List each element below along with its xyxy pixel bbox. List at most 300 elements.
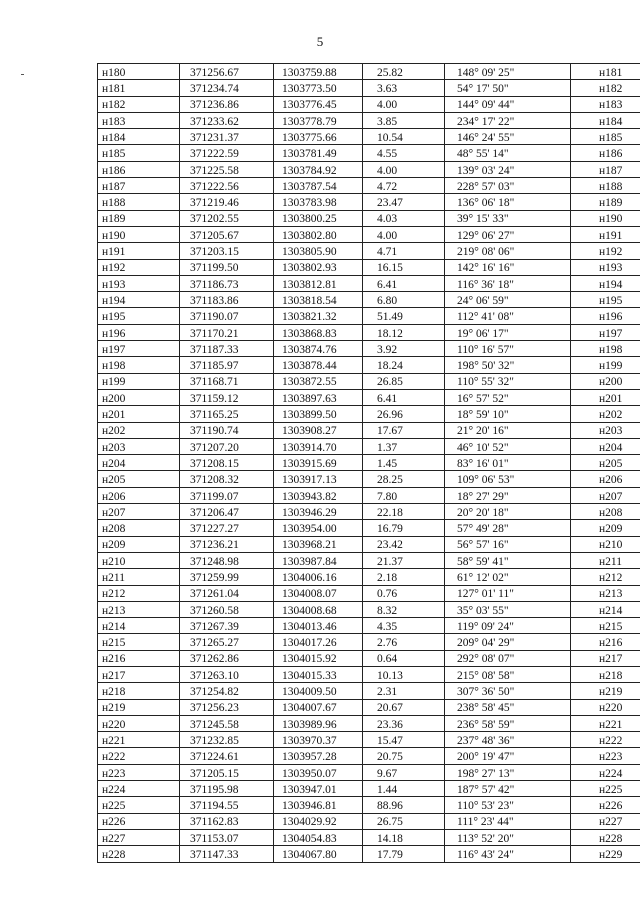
point-from-cell: н223 [98, 764, 180, 780]
direction-angle-cell: 187° 57' 42" [445, 781, 571, 797]
point-from-cell: н187 [98, 178, 180, 194]
point-to-cell: н207 [571, 487, 640, 503]
point-to-cell: н202 [571, 406, 640, 422]
table-row [98, 389, 640, 405]
x-coordinate-cell: 371147.33 [180, 846, 274, 862]
x-coordinate-cell: 371208.15 [180, 455, 274, 471]
table-row [98, 324, 640, 340]
y-coordinate-cell: 1303899.50 [274, 406, 363, 422]
point-from-cell: н184 [98, 129, 180, 145]
direction-angle-cell: 234° 17' 22" [445, 112, 571, 128]
point-to-cell: н211 [571, 552, 640, 568]
y-coordinate-cell: 1303783.98 [274, 194, 363, 210]
direction-angle-cell: 21° 20' 16" [445, 422, 571, 438]
point-from-cell: н185 [98, 145, 180, 161]
y-coordinate-cell: 1303818.54 [274, 292, 363, 308]
point-from-cell: н194 [98, 292, 180, 308]
x-coordinate-cell: 371183.86 [180, 292, 274, 308]
point-from-cell: н226 [98, 813, 180, 829]
segment-length-cell: 4.71 [363, 243, 445, 259]
page-number: 5 [316, 34, 324, 49]
point-to-cell: н206 [571, 471, 640, 487]
table-row [98, 145, 640, 161]
direction-angle-cell: 18° 59' 10" [445, 406, 571, 422]
direction-angle-cell: 35° 03' 55" [445, 601, 571, 617]
y-coordinate-cell: 1303989.96 [274, 715, 363, 731]
direction-angle-cell: 58° 59' 41" [445, 552, 571, 568]
point-to-cell: н196 [571, 308, 640, 324]
segment-length-cell: 1.37 [363, 438, 445, 454]
y-coordinate-cell: 1303874.76 [274, 341, 363, 357]
table-row [98, 813, 640, 829]
y-coordinate-cell: 1303821.32 [274, 308, 363, 324]
x-coordinate-cell: 371190.74 [180, 422, 274, 438]
table-row [98, 715, 640, 731]
x-coordinate-cell: 371232.85 [180, 732, 274, 748]
point-to-cell: н225 [571, 781, 640, 797]
table-row [98, 471, 640, 487]
segment-length-cell: 23.36 [363, 715, 445, 731]
table-row [98, 438, 640, 454]
point-from-cell: н213 [98, 601, 180, 617]
direction-angle-cell: 16° 57' 52" [445, 389, 571, 405]
point-to-cell: н181 [571, 64, 640, 80]
point-from-cell: н181 [98, 80, 180, 96]
table-row [98, 487, 640, 503]
x-coordinate-cell: 371236.86 [180, 96, 274, 112]
x-coordinate-cell: 371260.58 [180, 601, 274, 617]
table-row [98, 634, 640, 650]
direction-angle-cell: 136° 06' 18" [445, 194, 571, 210]
y-coordinate-cell: 1303802.93 [274, 259, 363, 275]
point-to-cell: н216 [571, 634, 640, 650]
point-from-cell: н219 [98, 699, 180, 715]
y-coordinate-cell: 1304054.83 [274, 829, 363, 845]
point-from-cell: н193 [98, 275, 180, 291]
y-coordinate-cell: 1303776.45 [274, 96, 363, 112]
direction-angle-cell: 139° 03' 24" [445, 161, 571, 177]
table-row [98, 275, 640, 291]
y-coordinate-cell: 1303908.27 [274, 422, 363, 438]
table-row [98, 797, 640, 813]
table-row [98, 259, 640, 275]
point-from-cell: н210 [98, 552, 180, 568]
segment-length-cell: 23.47 [363, 194, 445, 210]
point-to-cell: н226 [571, 797, 640, 813]
y-coordinate-cell: 1304017.26 [274, 634, 363, 650]
direction-angle-cell: 39° 15' 33" [445, 210, 571, 226]
point-to-cell: н199 [571, 357, 640, 373]
segment-length-cell: 9.67 [363, 764, 445, 780]
y-coordinate-cell: 1304015.33 [274, 666, 363, 682]
segment-length-cell: 2.31 [363, 683, 445, 699]
y-coordinate-cell: 1304007.67 [274, 699, 363, 715]
x-coordinate-cell: 371267.39 [180, 618, 274, 634]
point-to-cell: н224 [571, 764, 640, 780]
point-to-cell: н192 [571, 243, 640, 259]
y-coordinate-cell: 1303987.84 [274, 552, 363, 568]
y-coordinate-cell: 1303878.44 [274, 357, 363, 373]
segment-length-cell: 3.85 [363, 112, 445, 128]
point-to-cell: н210 [571, 536, 640, 552]
direction-angle-cell: 307° 36' 50" [445, 683, 571, 699]
direction-angle-cell: 200° 19' 47" [445, 748, 571, 764]
table-row [98, 650, 640, 666]
x-coordinate-cell: 371236.21 [180, 536, 274, 552]
table-row [98, 699, 640, 715]
table-row [98, 829, 640, 845]
x-coordinate-cell: 371165.25 [180, 406, 274, 422]
segment-length-cell: 6.41 [363, 275, 445, 291]
point-from-cell: н220 [98, 715, 180, 731]
direction-angle-cell: 110° 16' 57" [445, 341, 571, 357]
point-from-cell: н215 [98, 634, 180, 650]
table-row [98, 178, 640, 194]
point-from-cell: н212 [98, 585, 180, 601]
segment-length-cell: 16.15 [363, 259, 445, 275]
point-from-cell: н183 [98, 112, 180, 128]
point-from-cell: н191 [98, 243, 180, 259]
x-coordinate-cell: 371225.58 [180, 161, 274, 177]
segment-length-cell: 3.92 [363, 341, 445, 357]
direction-angle-cell: 111° 23' 44" [445, 813, 571, 829]
point-to-cell: н218 [571, 666, 640, 682]
point-from-cell: н182 [98, 96, 180, 112]
y-coordinate-cell: 1303950.07 [274, 764, 363, 780]
segment-length-cell: 20.75 [363, 748, 445, 764]
table-row [98, 96, 640, 112]
segment-length-cell: 0.64 [363, 650, 445, 666]
point-to-cell: н228 [571, 829, 640, 845]
table-row [98, 292, 640, 308]
table-row [98, 373, 640, 389]
direction-angle-cell: 116° 43' 24" [445, 846, 571, 862]
segment-length-cell: 4.35 [363, 618, 445, 634]
point-to-cell: н212 [571, 569, 640, 585]
point-from-cell: н189 [98, 210, 180, 226]
point-to-cell: н191 [571, 226, 640, 242]
segment-length-cell: 4.03 [363, 210, 445, 226]
point-from-cell: н186 [98, 161, 180, 177]
direction-angle-cell: 110° 53' 23" [445, 797, 571, 813]
point-from-cell: н211 [98, 569, 180, 585]
table-row [98, 210, 640, 226]
point-from-cell: н197 [98, 341, 180, 357]
direction-angle-cell: 215° 08' 58" [445, 666, 571, 682]
segment-length-cell: 1.44 [363, 781, 445, 797]
x-coordinate-cell: 371194.55 [180, 797, 274, 813]
point-from-cell: н203 [98, 438, 180, 454]
segment-length-cell: 10.13 [363, 666, 445, 682]
point-to-cell: н200 [571, 373, 640, 389]
table-row [98, 112, 640, 128]
segment-length-cell: 16.79 [363, 520, 445, 536]
x-coordinate-cell: 371185.97 [180, 357, 274, 373]
direction-angle-cell: 237° 48' 36" [445, 732, 571, 748]
x-coordinate-cell: 371248.98 [180, 552, 274, 568]
point-to-cell: н217 [571, 650, 640, 666]
point-from-cell: н205 [98, 471, 180, 487]
point-from-cell: н216 [98, 650, 180, 666]
segment-length-cell: 18.12 [363, 324, 445, 340]
point-to-cell: н214 [571, 601, 640, 617]
direction-angle-cell: 238° 58' 45" [445, 699, 571, 715]
point-from-cell: н195 [98, 308, 180, 324]
point-from-cell: н214 [98, 618, 180, 634]
table-row [98, 194, 640, 210]
x-coordinate-cell: 371168.71 [180, 373, 274, 389]
x-coordinate-cell: 371245.58 [180, 715, 274, 731]
point-from-cell: н206 [98, 487, 180, 503]
point-to-cell: н198 [571, 341, 640, 357]
point-from-cell: н201 [98, 406, 180, 422]
point-to-cell: н229 [571, 846, 640, 862]
direction-angle-cell: 110° 55' 32" [445, 373, 571, 389]
segment-length-cell: 20.67 [363, 699, 445, 715]
table-row [98, 520, 640, 536]
point-from-cell: н221 [98, 732, 180, 748]
direction-angle-cell: 292° 08' 07" [445, 650, 571, 666]
direction-angle-cell: 18° 27' 29" [445, 487, 571, 503]
x-coordinate-cell: 371222.59 [180, 145, 274, 161]
x-coordinate-cell: 371227.27 [180, 520, 274, 536]
point-to-cell: н185 [571, 129, 640, 145]
x-coordinate-cell: 371259.99 [180, 569, 274, 585]
point-to-cell: н195 [571, 292, 640, 308]
point-from-cell: н228 [98, 846, 180, 862]
point-to-cell: н189 [571, 194, 640, 210]
y-coordinate-cell: 1303781.49 [274, 145, 363, 161]
segment-length-cell: 2.76 [363, 634, 445, 650]
point-to-cell: н188 [571, 178, 640, 194]
table-row [98, 504, 640, 520]
x-coordinate-cell: 371234.74 [180, 80, 274, 96]
table-row [98, 764, 640, 780]
x-coordinate-cell: 371219.46 [180, 194, 274, 210]
x-coordinate-cell: 371205.15 [180, 764, 274, 780]
point-to-cell: н182 [571, 80, 640, 96]
point-from-cell: н204 [98, 455, 180, 471]
y-coordinate-cell: 1304029.92 [274, 813, 363, 829]
segment-length-cell: 0.76 [363, 585, 445, 601]
point-to-cell: н227 [571, 813, 640, 829]
direction-angle-cell: 228° 57' 03" [445, 178, 571, 194]
y-coordinate-cell: 1303759.88 [274, 64, 363, 80]
point-from-cell: н198 [98, 357, 180, 373]
point-to-cell: н221 [571, 715, 640, 731]
table-row [98, 666, 640, 682]
point-from-cell: н202 [98, 422, 180, 438]
direction-angle-cell: 46° 10' 52" [445, 438, 571, 454]
table-row [98, 601, 640, 617]
segment-length-cell: 17.67 [363, 422, 445, 438]
point-to-cell: н215 [571, 618, 640, 634]
y-coordinate-cell: 1304013.46 [274, 618, 363, 634]
y-coordinate-cell: 1303812.81 [274, 275, 363, 291]
segment-length-cell: 17.79 [363, 846, 445, 862]
y-coordinate-cell: 1303805.90 [274, 243, 363, 259]
x-coordinate-cell: 371222.56 [180, 178, 274, 194]
direction-angle-cell: 83° 16' 01" [445, 455, 571, 471]
direction-angle-cell: 19° 06' 17" [445, 324, 571, 340]
segment-length-cell: 7.80 [363, 487, 445, 503]
y-coordinate-cell: 1304008.07 [274, 585, 363, 601]
point-to-cell: н205 [571, 455, 640, 471]
point-from-cell: н218 [98, 683, 180, 699]
direction-angle-cell: 24° 06' 59" [445, 292, 571, 308]
segment-length-cell: 26.96 [363, 406, 445, 422]
segment-length-cell: 4.00 [363, 226, 445, 242]
point-from-cell: н199 [98, 373, 180, 389]
x-coordinate-cell: 371159.12 [180, 389, 274, 405]
y-coordinate-cell: 1303800.25 [274, 210, 363, 226]
point-from-cell: н192 [98, 259, 180, 275]
table-row [98, 585, 640, 601]
x-coordinate-cell: 371206.47 [180, 504, 274, 520]
segment-length-cell: 1.45 [363, 455, 445, 471]
y-coordinate-cell: 1303946.29 [274, 504, 363, 520]
direction-angle-cell: 127° 01' 11" [445, 585, 571, 601]
direction-angle-cell: 61° 12' 02" [445, 569, 571, 585]
x-coordinate-cell: 371261.04 [180, 585, 274, 601]
point-from-cell: н196 [98, 324, 180, 340]
segment-length-cell: 28.25 [363, 471, 445, 487]
segment-length-cell: 26.85 [363, 373, 445, 389]
point-from-cell: н224 [98, 781, 180, 797]
x-coordinate-cell: 371205.67 [180, 226, 274, 242]
table-row [98, 846, 640, 862]
segment-length-cell: 10.54 [363, 129, 445, 145]
x-coordinate-cell: 371186.73 [180, 275, 274, 291]
direction-angle-cell: 146° 24' 55" [445, 129, 571, 145]
point-to-cell: н213 [571, 585, 640, 601]
table-row [98, 341, 640, 357]
point-to-cell: н186 [571, 145, 640, 161]
y-coordinate-cell: 1303784.92 [274, 161, 363, 177]
direction-angle-cell: 219° 08' 06" [445, 243, 571, 259]
x-coordinate-cell: 371262.86 [180, 650, 274, 666]
segment-length-cell: 26.75 [363, 813, 445, 829]
y-coordinate-cell: 1303897.63 [274, 389, 363, 405]
direction-angle-cell: 198° 50' 32" [445, 357, 571, 373]
table-row [98, 357, 640, 373]
y-coordinate-cell: 1303947.01 [274, 781, 363, 797]
direction-angle-cell: 109° 06' 53" [445, 471, 571, 487]
direction-angle-cell: 48° 55' 14" [445, 145, 571, 161]
point-from-cell: н190 [98, 226, 180, 242]
table-row [98, 569, 640, 585]
x-coordinate-cell: 371153.07 [180, 829, 274, 845]
x-coordinate-cell: 371202.55 [180, 210, 274, 226]
direction-angle-cell: 20° 20' 18" [445, 504, 571, 520]
y-coordinate-cell: 1303787.54 [274, 178, 363, 194]
direction-angle-cell: 54° 17' 50" [445, 80, 571, 96]
direction-angle-cell: 116° 36' 18" [445, 275, 571, 291]
y-coordinate-cell: 1304006.16 [274, 569, 363, 585]
table-row [98, 129, 640, 145]
point-to-cell: н209 [571, 520, 640, 536]
segment-length-cell: 4.00 [363, 161, 445, 177]
table-row [98, 618, 640, 634]
point-from-cell: н180 [98, 64, 180, 80]
table-row [98, 683, 640, 699]
table-row [98, 308, 640, 324]
x-coordinate-cell: 371256.23 [180, 699, 274, 715]
x-coordinate-cell: 371199.50 [180, 259, 274, 275]
y-coordinate-cell: 1303773.50 [274, 80, 363, 96]
point-from-cell: н200 [98, 389, 180, 405]
table-row [98, 243, 640, 259]
x-coordinate-cell: 371170.21 [180, 324, 274, 340]
direction-angle-cell: 113° 52' 20" [445, 829, 571, 845]
y-coordinate-cell: 1303914.70 [274, 438, 363, 454]
direction-angle-cell: 56° 57' 16" [445, 536, 571, 552]
table-row [98, 406, 640, 422]
point-to-cell: н220 [571, 699, 640, 715]
y-coordinate-cell: 1303775.66 [274, 129, 363, 145]
point-to-cell: н193 [571, 259, 640, 275]
point-to-cell: н194 [571, 275, 640, 291]
table-row [98, 455, 640, 471]
segment-length-cell: 6.41 [363, 389, 445, 405]
x-coordinate-cell: 371208.32 [180, 471, 274, 487]
x-coordinate-cell: 371256.67 [180, 64, 274, 80]
point-to-cell: н184 [571, 112, 640, 128]
point-from-cell: н222 [98, 748, 180, 764]
segment-length-cell: 4.00 [363, 96, 445, 112]
segment-length-cell: 4.55 [363, 145, 445, 161]
direction-angle-cell: 209° 04' 29" [445, 634, 571, 650]
table-row [98, 732, 640, 748]
table-row [98, 748, 640, 764]
direction-angle-cell: 57° 49' 28" [445, 520, 571, 536]
point-to-cell: н201 [571, 389, 640, 405]
direction-angle-cell: 148° 09' 25" [445, 64, 571, 80]
table-row [98, 552, 640, 568]
point-to-cell: н204 [571, 438, 640, 454]
table-row [98, 226, 640, 242]
point-to-cell: н223 [571, 748, 640, 764]
x-coordinate-cell: 371254.82 [180, 683, 274, 699]
segment-length-cell: 15.47 [363, 732, 445, 748]
segment-length-cell: 23.42 [363, 536, 445, 552]
direction-angle-cell: 129° 06' 27" [445, 226, 571, 242]
segment-length-cell: 4.72 [363, 178, 445, 194]
direction-angle-cell: 198° 27' 13" [445, 764, 571, 780]
point-to-cell: н187 [571, 161, 640, 177]
x-coordinate-cell: 371162.83 [180, 813, 274, 829]
direction-angle-cell: 112° 41' 08" [445, 308, 571, 324]
point-to-cell: н219 [571, 683, 640, 699]
x-coordinate-cell: 371190.07 [180, 308, 274, 324]
table-row [98, 422, 640, 438]
y-coordinate-cell: 1303970.37 [274, 732, 363, 748]
segment-length-cell: 18.24 [363, 357, 445, 373]
point-to-cell: н203 [571, 422, 640, 438]
direction-angle-cell: 142° 16' 16" [445, 259, 571, 275]
y-coordinate-cell: 1303872.55 [274, 373, 363, 389]
segment-length-cell: 2.18 [363, 569, 445, 585]
direction-angle-cell: 119° 09' 24" [445, 618, 571, 634]
point-to-cell: н197 [571, 324, 640, 340]
y-coordinate-cell: 1304009.50 [274, 683, 363, 699]
segment-length-cell: 8.32 [363, 601, 445, 617]
y-coordinate-cell: 1304008.68 [274, 601, 363, 617]
segment-length-cell: 22.18 [363, 504, 445, 520]
segment-length-cell: 14.18 [363, 829, 445, 845]
x-coordinate-cell: 371265.27 [180, 634, 274, 650]
y-coordinate-cell: 1303946.81 [274, 797, 363, 813]
